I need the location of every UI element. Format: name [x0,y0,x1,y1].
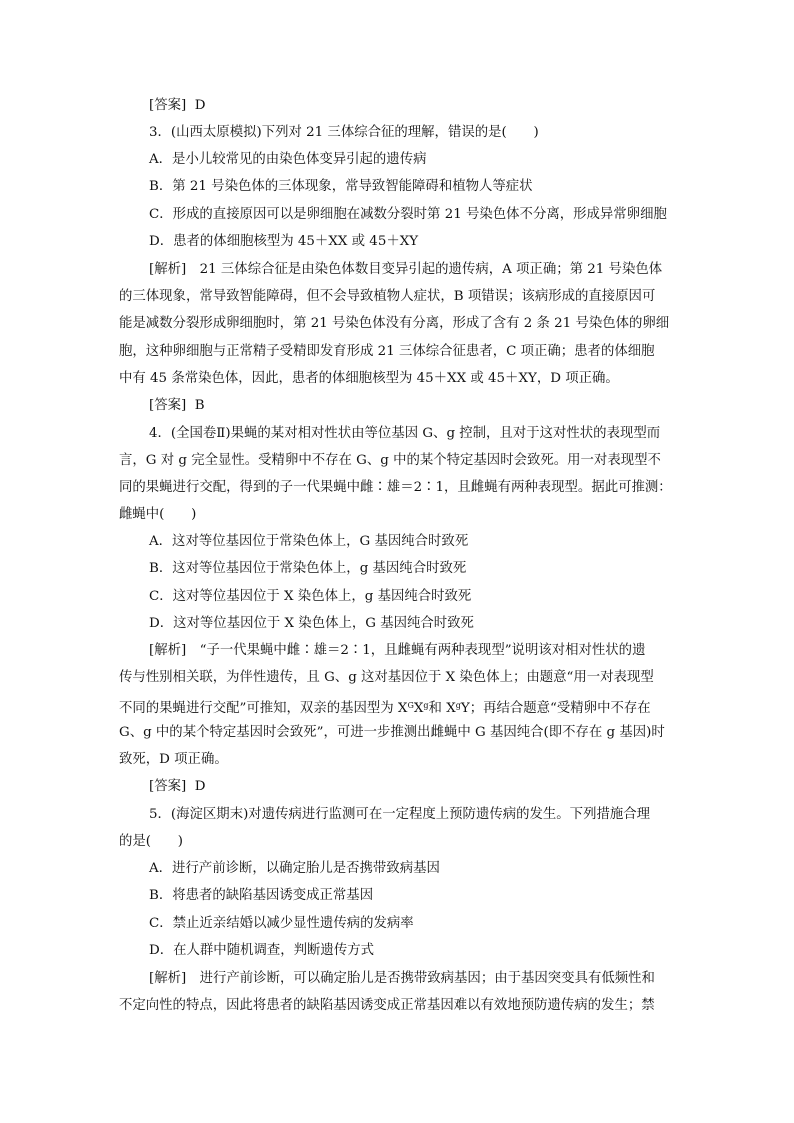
q5-stem-line-2: 的是( ) [119,834,184,849]
q3-analysis-line-3: 能是减数分裂形成卵细胞时，第 21 号染色体没有分离，形成了含有 2 条 21 号染色体的卵细 [119,316,670,331]
q3-analysis-line-4: 胞，这种卵细胞与正常精子受精即发育形成 21 三体综合征患者，C 项正确；患者的体细胞 [119,344,655,359]
q4-option-a: A．这对等位基因位于常染色体上，G 基因纯合时致死 [149,534,469,549]
q4-analysis-line-3 [119,697,651,715]
chromosome-x: X [397,701,408,716]
q4-option-b: B．这对等位基因位于常染色体上，g 基因纯合时致死 [149,561,467,576]
q3-answer-line [149,397,205,415]
chromosome-x: X [446,701,456,716]
q4-analysis-line-1: [解析] “子一代果蝇中雌∶雄＝2∶1，且雌蝇有两种表现型”说明该对相对性状的遗 [149,643,646,658]
q5-option-a: A．进行产前诊断，以确定胎儿是否携带致病基因 [149,861,440,876]
q3-option-a: A．是小儿较常见的由染色体变异引起的遗传病 [149,152,427,167]
allele-sup: G [407,701,414,710]
genotype-father [446,701,470,716]
allele-sup: g [455,701,461,710]
q4-option-c: C．这对等位基因位于 X 染色体上，g 基因纯合时致死 [149,589,472,604]
analysis-text: ；再结合题意“受精卵中不存在 [469,701,651,716]
q5-analysis-line-1: [解析] 进行产前诊断，可以确定胎儿是否携带致病基因；由于基因突变具有低频性和 [149,971,655,986]
q4-stem-line-4: 雌蝇中( ) [119,507,197,522]
q3-option-b: B．第 21 号染色体的三体现象，常导致智能障碍和植物人等症状 [149,179,533,194]
q4-stem-line-3: 同的果蝇进行交配，得到的子一代果蝇中雌∶雄＝2∶1，且雌蝇有两种表现型。据此可推测： [119,480,672,495]
q5-option-b: B．将患者的缺陷基因诱变成正常基因 [149,888,374,903]
q3-option-d: D．患者的体细胞核型为 45＋XX 或 45＋XY [149,234,419,249]
analysis-text: 和 [428,701,447,716]
answer-value: D [194,779,206,794]
answer-label: [答案] [149,98,187,113]
answer-label: [答案] [149,779,187,794]
q5-analysis-line-2: 不定向性的特点，因此将患者的缺陷基因诱变成正常基因难以有效地预防遗传病的发生；禁 [119,998,655,1013]
q4-stem-line-1: 4．(全国卷Ⅱ)果蝇的某对相对性状由等位基因 G、g 控制，且对于这对性状的表现型而 [149,426,661,441]
q3-option-c: C．形成的直接原因可以是卵细胞在减数分裂时第 21 号染色体不分离，形成异常卵细胞 [149,207,667,222]
q3-analysis-line-5: 中有 45 条常染色体，因此，患者的体细胞核型为 45＋XX 或 45＋XY，D 项正确。 [119,371,619,386]
q5-option-d: D．在人群中随机调查，判断遗传方式 [149,943,374,958]
q4-answer-line [149,778,206,796]
q4-analysis-line-5: 致死，D 项正确。 [119,752,228,767]
q5-option-c: C．禁止近亲结婚以减少显性遗传病的发病率 [149,916,414,931]
q4-analysis-line-4: G、g 中的某个特定基因时会致死”，可进一步推测出雌蝇中 G 基因纯合(即不存在 g 基因)时 [119,725,665,740]
answer-value: B [194,398,205,413]
q3-stem: 3．(山西太原模拟)下列对 21 三体综合征的理解，错误的是( ) [149,125,539,140]
q4-analysis-line-2: 传与性别相关联，为伴性遗传，且 G、g 这对基因位于 X 染色体上；由题意“用一对表现型 [119,670,654,685]
chromosome-y: Y [460,701,470,716]
q4-stem-line-2: 言，G 对 g 完全显性。受精卵中不存在 G、g 中的某个特定基因时会致死。用一对表现型不 [119,453,661,468]
q3-analysis-line-1: [解析] 21 三体综合征是由染色体数目变异引起的遗传病，A 项正确；第 21 号染色体 [149,262,663,277]
allele-sup: g [423,701,429,710]
answer-value: D [194,98,206,113]
analysis-text: 不同的果蝇进行交配”可推知，双亲的基因型为 [119,701,398,716]
q3-analysis-line-2: 的三体现象，常导致智能障碍，但不会导致植物人症状，B 项错误；该病形成的直接原因可 [119,289,656,304]
genotype-mother [398,701,429,716]
answer-label: [答案] [149,398,187,413]
chromosome-x: X [413,701,424,716]
q5-stem-line-1: 5．(海淀区期末)对遗传病进行监测可在一定程度上预防遗传病的发生。下列措施合理 [149,807,651,822]
q4-option-d: D．这对等位基因位于 X 染色体上，G 基因纯合时致死 [149,616,474,631]
q2-answer-line [149,97,206,115]
